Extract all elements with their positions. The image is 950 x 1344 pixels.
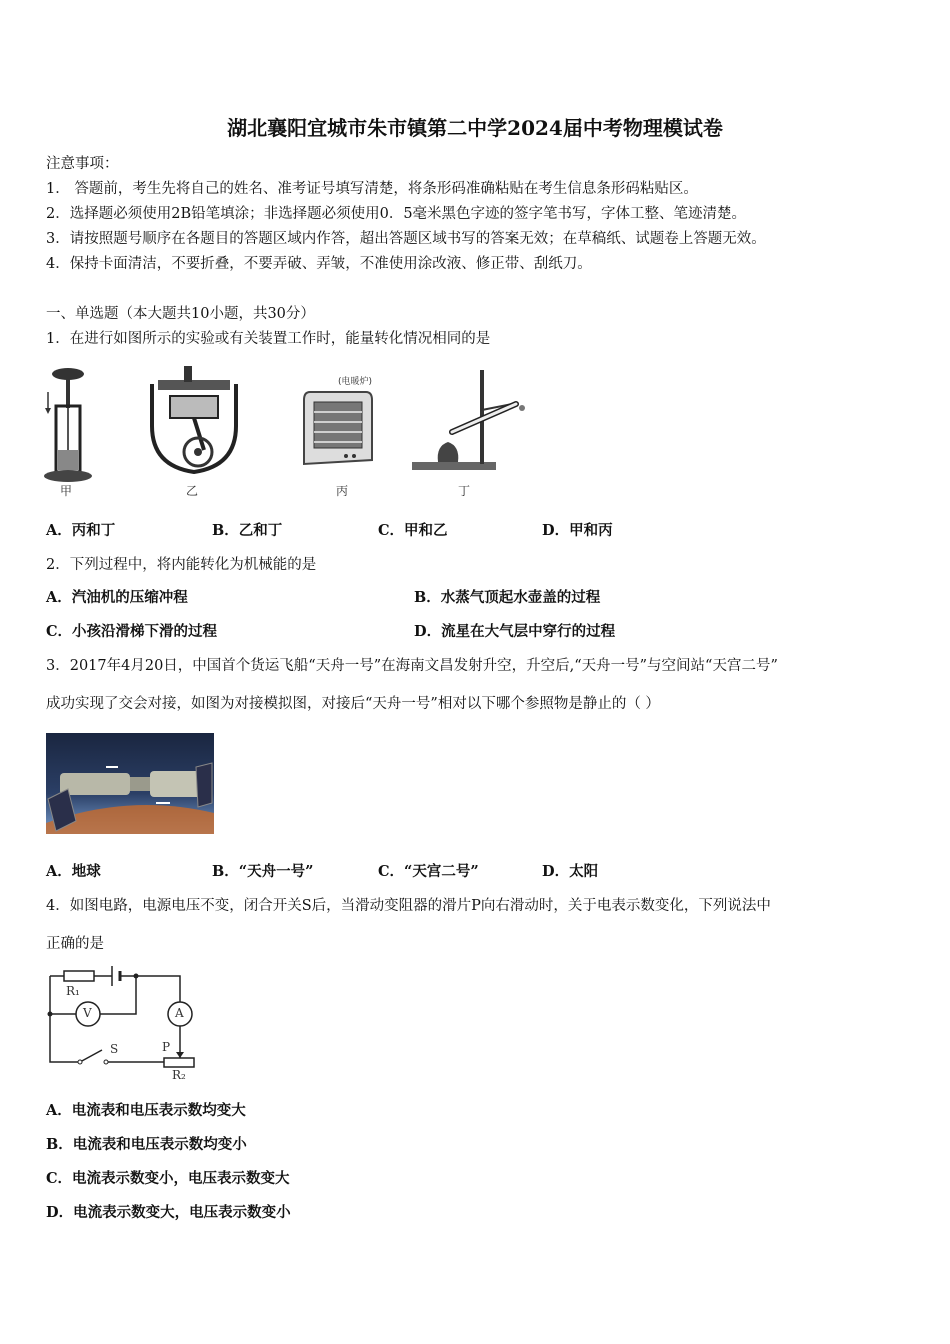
option-b: B．“天舟一号” [212,863,314,880]
fig-jia-pump [42,362,102,486]
option-c: C．小孩沿滑梯下滑的过程 [46,623,218,640]
option-b: B．乙和丁 [212,522,283,539]
switch-label: S [110,1042,119,1056]
circuit-diagram [44,962,204,1086]
slider-label: P [162,1040,171,1054]
option-c: C．甲和乙 [378,522,448,539]
q2-stem: 2．下列过程中，将内能转化为机械能的是 [46,557,317,573]
notice-item: 4．保持卡面清洁，不要折叠，不要弄破、弄皱，不准使用涂改液、修正带、刮纸刀。 [46,256,592,272]
option-b: B．水蒸气顶起水壶盖的过程 [414,589,601,606]
q4-stem: 4．如图电路，电源电压不变，闭合开关S后，当滑动变阻器的滑片P向右滑动时，关于电表示数变化，下列说法中 [46,898,771,914]
notice-item: 1． 答题前，考生先将自己的姓名、准考证号填写清楚，将条形码准确粘贴在考生信息条形码粘贴区。 [46,181,698,197]
q3-stem-cont: 成功实现了交会对接，如图为对接模拟图，对接后“天舟一号”相对以下哪个参照物是静止的（ ） [46,696,660,712]
fig-yi-engine [148,366,240,478]
option-a: A．丙和丁 [46,522,116,539]
fig-bing-heater [296,388,374,472]
option-d: D．甲和丙 [542,522,613,539]
r2-label: R₂ [172,1068,186,1082]
option-a: A．地球 [46,863,101,880]
fig-label: 乙 [186,484,199,498]
option-b: B．电流表和电压表示数均变小 [46,1136,247,1153]
section-heading: 一、单选题（本大题共10小题，共30分） [46,306,315,322]
docking-photo [46,733,214,834]
r1-label: R₁ [66,984,80,998]
q3-stem: 3．2017年4月20日，中国首个货运飞船“天舟一号”在海南文昌发射升空，升空后,“天舟一号”与空间站“天宫二号” [46,658,778,674]
ammeter-label: A [175,1006,184,1020]
notice-heading: 注意事项： [46,156,119,172]
option-c: C．“天宫二号” [378,863,479,880]
fig-ding-stand [408,366,532,478]
voltmeter-label: V [83,1006,92,1020]
notice-item: 2．选择题必须使用2B铅笔填涂；非选择题必须使用0．5毫米黑色字迹的签字笔书写，字体工整、笔迹清楚。 [46,206,747,222]
option-d: D．电流表示数变大，电压表示数变小 [46,1204,291,1221]
fig-label: 甲 [60,484,73,498]
option-a: A．汽油机的压缩冲程 [46,589,188,606]
q4-stem-cont: 正确的是 [46,936,104,952]
option-d: D．流星在大气层中穿行的过程 [414,623,616,640]
option-c: C．电流表示数变小，电压表示数变大 [46,1170,290,1187]
page-title: 湖北襄阳宜城市朱市镇第二中学2024届中考物理模试卷 [227,116,723,140]
option-a: A．电流表和电压表示数均变大 [46,1102,246,1119]
fig-label: 丁 [458,484,471,498]
fig-label: 丙 [336,484,349,498]
heater-caption: (电暖炉) [338,377,373,387]
option-d: D．太阳 [542,863,599,880]
q1-stem: 1．在进行如图所示的实验或有关装置工作时，能量转化情况相同的是 [46,331,491,347]
notice-item: 3．请按照题号顺序在各题目的答题区域内作答，超出答题区域书写的答案无效；在草稿纸、试题卷上答题无效。 [46,231,766,247]
